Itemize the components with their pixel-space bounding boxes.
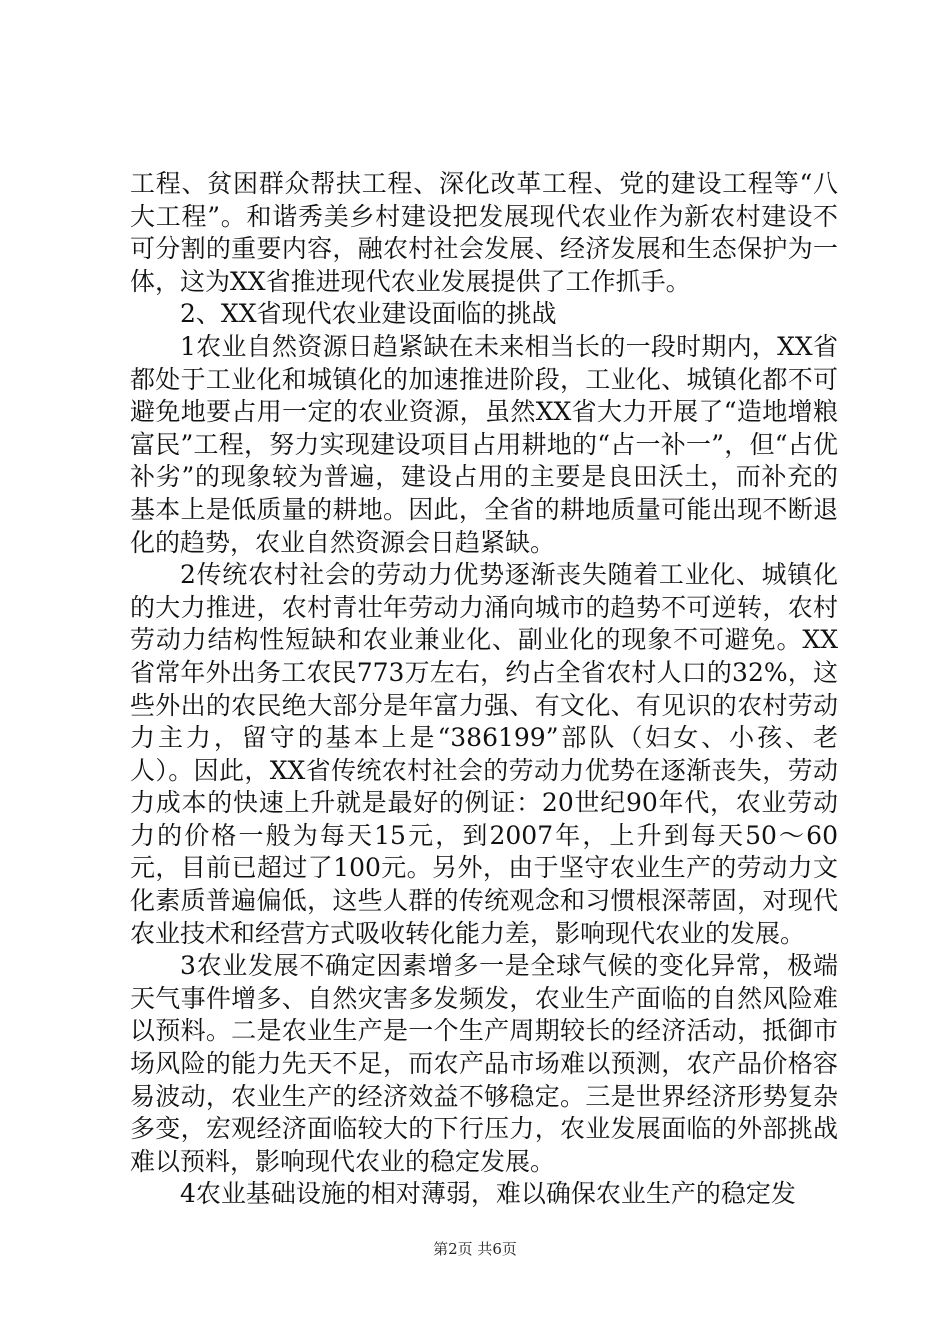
- paragraph-labor: 2传统农村社会的劳动力优势逐渐丧失随着工业化、城镇化的大力推进，农村青壮年劳动力涌向城市的趋势不可逆转，农村劳动力结构性短缺和农业兼业化、副业化的现象不可避免。XX省常年外出务工农民773万左右，约占全省农村人口的32%，这些外出的农民绝大部分是年富力强、有文化、有见识的农村劳动力主力，留守的基本上是“386199”部队（妇女、小孩、老人）。因此，XX省传统农村社会的劳动力优势在逐渐丧失，劳动力成本的快速上升就是最好的例证：20世纪90年代，农业劳动力的价格一般为每天15元，到2007年，上升到每天50～60元，目前已超过了100元。另外，由于坚守农业生产的劳动力文化素质普遍偏低，这些人群的传统观念和习惯根深蒂固，对现代农业技术和经营方式吸收转化能力差，影响现代农业的发展。: [130, 560, 838, 948]
- paragraph-uncertainty: 3农业发展不确定因素增多一是全球气候的变化异常，极端天气事件增多、自然灾害多发频发，农业生产面临的自然风险难以预料。二是农业生产是一个生产周期较长的经济活动，抵御市场风险的能力先天不足，而农产品市场难以预测，农产品价格容易波动，农业生产的经济效益不够稳定。三是世界经济形势复杂多变，宏观经济面临较大的下行压力，农业发展面临的外部挑战难以预料，影响现代农业的稳定发展。: [130, 951, 838, 1176]
- document-body: [130, 168, 838, 1211]
- page-number-footer: 第2页 共6页: [433, 1240, 517, 1258]
- paragraph-continuation: 工程、贫困群众帮扶工程、深化改革工程、党的建设工程等“八大工程”。和谐秀美乡村建设把发展现代农业作为新农村建设不可分割的重要内容，融农村社会发展、经济发展和生态保护为一体，这为XX省推进现代农业发展提供了工作抓手。: [130, 169, 838, 296]
- section-heading: 2、XX省现代农业建设面临的挑战: [180, 299, 557, 329]
- paragraph-infrastructure: 4农业基础设施的相对薄弱，难以确保农业生产的稳定发: [180, 1179, 796, 1209]
- paragraph-resources: 1农业自然资源日趋紧缺在未来相当长的一段时期内，XX省都处于工业化和城镇化的加速推进阶段，工业化、城镇化都不可避免地要占用一定的农业资源，虽然XX省大力开展了“造地增粮富民”工程，努力实现建设项目占用耕地的“占一补一”，但“占优补劣”的现象较为普遍，建设占用的主要是良田沃土，而补充的基本上是低质量的耕地。因此，全省的耕地质量可能出现不断退化的趋势，农业自然资源会日趋紧缺。: [130, 331, 838, 557]
